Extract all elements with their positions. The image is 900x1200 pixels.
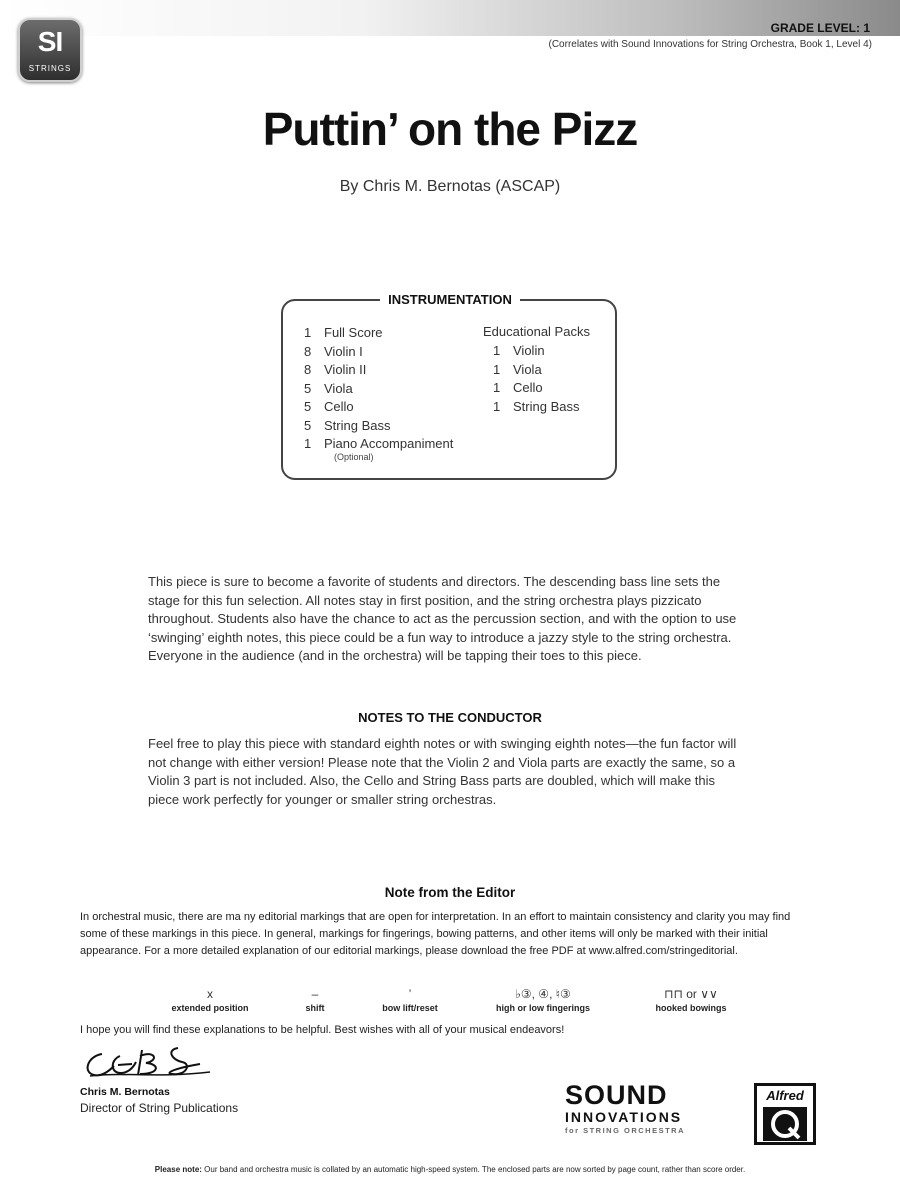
marking-extended-position: x extended position <box>171 987 249 1013</box>
list-item: 5 Cello <box>304 399 354 414</box>
list-item: 8 Violin I <box>304 343 363 359</box>
list-item: 1 Piano Accompaniment <box>304 436 454 451</box>
list-item: 1 Full Score <box>304 325 383 340</box>
signature-image <box>80 1042 230 1084</box>
closing-text: I hope you will find these explanations to be helpful. Best wishes with all of your musical endeavors! <box>80 1024 565 1036</box>
si-strings-logo <box>18 18 82 82</box>
marking-shift: – shift <box>305 987 325 1013</box>
instrumentation-heading: INSTRUMENTATION <box>0 291 900 309</box>
byline: By Chris M. Bernotas (ASCAP) <box>339 178 561 195</box>
signer-title: Director of String Publications <box>80 1101 239 1115</box>
list-item: 5 String Bass <box>304 417 391 433</box>
grade-level: GRADE LEVEL: 1 <box>770 21 870 35</box>
list-item: 1 Violin <box>493 343 545 358</box>
list-item: 1 Cello <box>493 380 543 395</box>
notes-paragraph: Feel free to play this piece with standard eighth notes or with swinging eighth notes—the fun factor will not change with either version! Please note that the Violin 2 and Viola parts are exactly the same, so a Violin 3 part is not included. Also, the Cello and String Bass parts are doubled, which will make this piece work perfectly for younger or smaller string orchestras. <box>148 736 737 807</box>
alfred-mark-icon <box>763 1107 807 1141</box>
list-item: 8 Violin II <box>304 362 367 377</box>
instrument-list-left <box>304 324 453 454</box>
instrument-list-right <box>493 342 579 416</box>
description-paragraph: This piece is sure to become a favorite of students and directors. The descending bass line sets the stage for this fun selection. All notes stay in first position, and the string orchestra plays pizzicato throughout. Students also have the chance to act as the percussion section, and with the option to use ‘swinging’ eighth notes, this piece could be a fun way to introduce a jazzy style to the string orchestra. Everyone in the audience (and in the orchestra) will be tapping their toes to this piece. <box>148 574 737 664</box>
marking-bow-lift: ’ bow lift/reset <box>382 987 438 1013</box>
editor-paragraph: In orchestral music, there are ma ny editorial markings that are open for interpretation. In an effort to maintain consistency and clarity you may find some of these markings in this piece. In general, markings for fingerings, bowing patterns, and other items will only be marked with their initial appearance. For a more detailed explanation of our editorial markings, please download the free PDF at www.alfred.com/stringeditorial. <box>80 911 791 957</box>
footer-note: Please note: Our band and orchestra music is collated by an automatic high-speed system. The enclosed parts are now sorted by page count, rather than score order. <box>154 1165 746 1174</box>
logo-subtext: STRINGS <box>28 64 72 73</box>
correlates-note: (Correlates with Sound Innovations for String Orchestra, Book 1, Level 4) <box>548 39 872 50</box>
page-title: Puttin’ on the Pizz <box>262 103 638 155</box>
header-bar <box>0 0 900 36</box>
marking-fingerings: ♭③, ④, ♮③ high or low fingerings <box>496 987 590 1013</box>
list-item: 1 String Bass <box>493 398 580 414</box>
list-item: 1 Viola <box>493 361 542 377</box>
marking-hooked-bowings: ⊓⊓ or ∨∨ hooked bowings <box>655 987 727 1013</box>
optional-note: (Optional) <box>334 452 374 462</box>
list-item: 5 Viola <box>304 380 353 396</box>
signer-name: Chris M. Bernotas <box>80 1086 170 1098</box>
logo-text: SI <box>37 26 63 57</box>
notes-heading: NOTES TO THE CONDUCTOR <box>358 710 542 725</box>
alfred-logo: Alfred <box>754 1083 816 1145</box>
educational-packs-heading: Educational Packs <box>483 324 590 339</box>
sound-innovations-logo: SOUND INNOVATIONS for STRING ORCHESTRA <box>565 1080 685 1135</box>
editor-heading: Note from the Editor <box>384 885 516 900</box>
